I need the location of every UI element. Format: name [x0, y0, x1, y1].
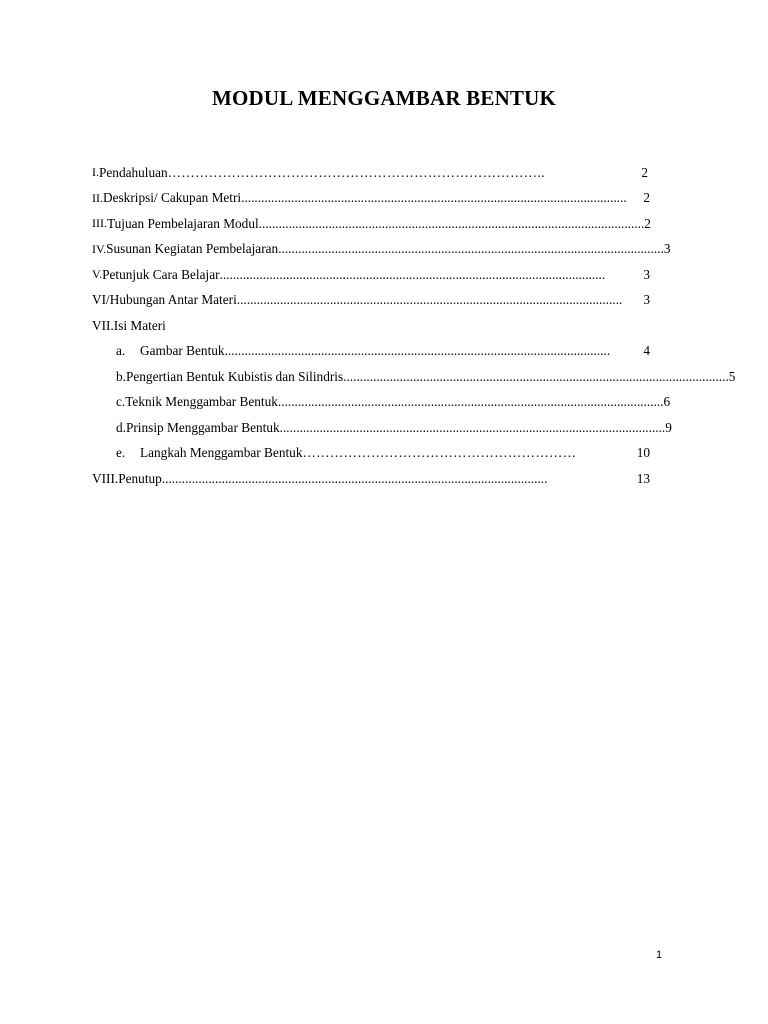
table-of-contents: [92, 160, 736, 492]
toc-entry-hubungan[interactable]: [92, 288, 650, 314]
toc-page-ref: 9: [665, 419, 672, 435]
toc-subentry-langkah[interactable]: [92, 441, 650, 467]
toc-page-ref: 13: [636, 470, 650, 486]
toc-dot-leader: ....................................................................................................................: [236, 292, 623, 308]
toc-entry-number: VII.: [92, 317, 114, 333]
toc-subentry-prinsip[interactable]: [92, 415, 672, 441]
toc-subentry-letter: a.: [116, 343, 126, 359]
toc-page-ref: 6: [663, 394, 671, 410]
toc-dot-leader: ....................................................................................................................: [224, 343, 611, 359]
toc-entry-label: Hubungan Antar Materi: [109, 292, 237, 308]
document-title: MODUL MENGGAMBAR BENTUK: [211, 86, 557, 110]
toc-entry-petunjuk[interactable]: [92, 262, 650, 288]
toc-subentry-gambar-bentuk[interactable]: [92, 339, 650, 365]
toc-page-ref: 5: [728, 368, 736, 384]
toc-subentry-letter: e.: [116, 445, 126, 461]
toc-entry-susunan[interactable]: [92, 237, 671, 263]
toc-entry-pendahuluan[interactable]: [92, 160, 650, 186]
toc-entry-number: VI/: [92, 292, 110, 308]
toc-subentry-letter: d.: [116, 419, 126, 435]
toc-dot-leader: ……………………………………………………: [302, 445, 577, 461]
toc-entry-number: II.: [92, 190, 103, 205]
toc-page-ref: 3: [663, 241, 671, 257]
toc-page-ref: 2: [643, 190, 650, 206]
toc-entry-number: VIII.: [92, 470, 119, 486]
toc-entry-number: V.: [92, 267, 103, 282]
toc-subentry-letter: c.: [116, 394, 126, 410]
toc-dot-leader: ....................................................................................................................: [219, 266, 606, 282]
toc-page-ref: 2: [641, 164, 648, 180]
toc-dot-leader: ....................................................................................................................: [279, 419, 666, 435]
toc-entry-isi-materi[interactable]: [92, 313, 650, 339]
toc-subentry-teknik[interactable]: [92, 390, 671, 416]
toc-page-ref: 2: [644, 215, 651, 231]
toc-dot-leader: ………………………………………………………………………..: [167, 164, 545, 180]
toc-entry-label: Deskripsi/ Cakupan Metri: [103, 190, 242, 206]
toc-page-ref: 3: [643, 266, 650, 282]
toc-dot-leader: ....................................................................................................................: [241, 190, 627, 206]
toc-page-ref: 4: [643, 343, 650, 359]
toc-entry-label: Petunjuk Cara Belajar: [102, 266, 220, 282]
toc-entry-number: I.: [92, 165, 99, 180]
toc-dot-leader: ....................................................................................................................: [161, 470, 548, 486]
toc-entry-deskripsi[interactable]: [92, 186, 650, 212]
toc-entry-label: Pengertian Bentuk Kubistis dan Silindris: [125, 368, 344, 384]
toc-entry-label: Pendahuluan: [99, 164, 168, 180]
toc-entry-label: Isi Materi: [113, 317, 166, 333]
toc-entry-penutup[interactable]: [92, 466, 650, 492]
toc-entry-label: Gambar Bentuk: [140, 343, 225, 359]
toc-page-ref: 10: [636, 445, 650, 461]
toc-dot-leader: ....................................................................................................................: [277, 394, 664, 410]
toc-entry-label: Penutup: [118, 470, 162, 486]
toc-entry-number: III.: [92, 216, 107, 231]
toc-entry-label: Susunan Kegiatan Pembelajaran: [106, 241, 279, 257]
toc-subentry-pengertian[interactable]: [92, 364, 736, 390]
toc-entry-label: Prinsip Menggambar Bentuk: [125, 419, 280, 435]
toc-entry-number: IV.: [92, 241, 107, 256]
toc-entry-label: Tujuan Pembelajaran Modul: [107, 215, 259, 231]
toc-subentry-letter: b.: [116, 368, 126, 384]
toc-entry-label: Teknik Menggambar Bentuk: [125, 394, 278, 410]
toc-entry-label: Langkah Menggambar Bentuk: [140, 445, 303, 461]
toc-dot-leader: ....................................................................................................................: [278, 241, 664, 257]
toc-entry-tujuan[interactable]: [92, 211, 650, 237]
toc-dot-leader: ....................................................................................................................: [258, 215, 645, 231]
toc-page-ref: 3: [643, 292, 650, 308]
toc-dot-leader: ....................................................................................................................: [343, 368, 729, 384]
page-number: 1: [656, 949, 663, 961]
